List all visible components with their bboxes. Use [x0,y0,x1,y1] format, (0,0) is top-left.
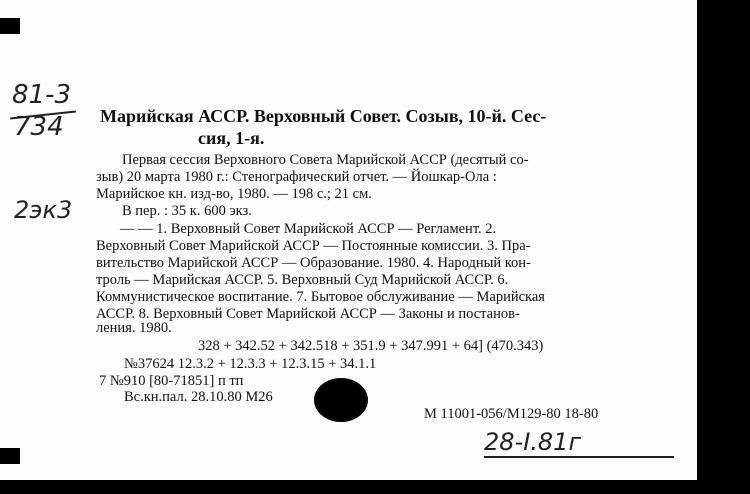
description-line: зыв) 20 марта 1980 г.: Стенографический отчет. — Йошкар-Ола : [96,169,497,185]
handwritten-date: 28-I.81г [484,428,582,456]
punch-mark [0,448,20,464]
subject-line: Коммунистическое воспитание. 7. Бытовое обслуживание — Марийская [96,289,545,305]
title-line: Марийская АССР. Верховный Совет. Созыв, 10-й. Сес- [100,106,547,126]
description-line: Первая сессия Верховного Совета Марийской АССР (десятый со- [122,152,529,168]
subject-line: ления. 1980. [96,320,172,336]
handwritten-underline [484,456,674,458]
classification-line: Вс.кн.пал. 28.10.80 М26 [124,389,273,405]
subject-line: Верховный Совет Марийской АССР — Постоянные комиссии. 3. Пра- [96,238,531,254]
ink-blot [314,378,368,422]
description-line: В пер. : 35 к. 600 экз. [122,203,252,219]
shelfmark-top: 81-3 [12,80,72,110]
classification-line: 328 + 342.52 + 342.518 + 351.9 + 347.991 + 64] (470.343) [198,338,544,354]
handwritten-copies-note: 2эк3 [14,196,73,224]
shelfmark-bottom: 734 [14,112,64,142]
title-line: сия, 1-я. [198,128,265,148]
punch-mark [0,18,20,34]
subject-line: вительство Марийской АССР — Образование. 1980. 4. Народный кон- [96,255,531,271]
classification-line: №37624 12.3.2 + 12.3.3 + 12.3.15 + 34.1.1 [124,356,377,372]
order-code: М 11001-056/М129-80 18-80 [424,406,599,422]
classification-line: 7 №910 [80-71851] п тп [99,373,244,389]
subject-line: АССР. 8. Верховный Совет Марийской АССР — Законы и постанов- [96,306,520,322]
subject-line: троль — Марийская АССР. 5. Верховный Суд Марийской АССР. 6. [96,272,509,288]
subject-line: — — 1. Верховный Совет Марийской АССР — Регламент. 2. [120,221,497,237]
description-line: Марийское кн. изд-во, 1980. — 198 с.; 21 см. [96,186,372,202]
